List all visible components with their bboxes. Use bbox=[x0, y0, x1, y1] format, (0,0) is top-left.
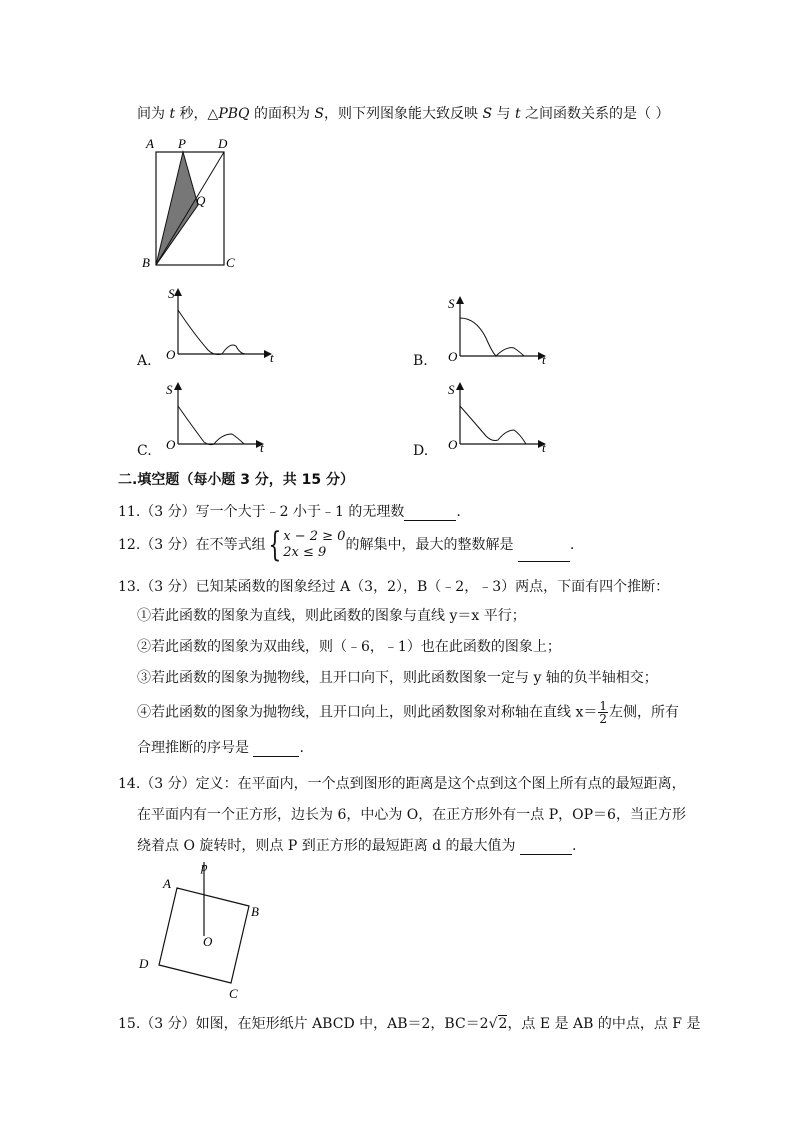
option-b-o-label: O bbox=[448, 349, 458, 364]
question-11: 11.（3 分）写一个大于﹣2 小于﹣1 的无理数 . bbox=[118, 504, 461, 520]
option-d-label: D. bbox=[413, 443, 429, 459]
fraction-one-half: $\frac{1}{2}$ bbox=[599, 699, 607, 726]
question-14-line-3: 绕着点 O 旋转时，则点 P 到正方形的最短距离 d 的最大值为 . bbox=[137, 838, 577, 854]
question-12: 12.（3 分）在不等式组{ x − 2 ≥ 0 2x ≤ 9 的解集中，最大的整数解是 . bbox=[118, 525, 575, 565]
option-d-t-label: t bbox=[542, 440, 546, 455]
option-c-o-label: O bbox=[166, 437, 176, 452]
q10-tail-line: 间为 t 秒，△PBQ 的面积为 S，则下列图象能大致反映 S 与 t 之间函数关系的是（ ） bbox=[137, 106, 670, 122]
q12-answer-blank[interactable] bbox=[518, 547, 570, 562]
label-d: D bbox=[218, 136, 228, 151]
question-15: 15.（3 分）如图，在矩形纸片 ABCD 中，AB＝2，BC＝2√2，点 E 是 AB 的中点，点 F 是 bbox=[118, 1016, 701, 1032]
label-c-vertex: C bbox=[229, 986, 238, 1001]
question-14-line-1: 14.（3 分）定义：在平面内，一个点到图形的距离是这个点到这个图上所有点的最短距离， bbox=[118, 776, 686, 792]
option-a-o-label: O bbox=[166, 347, 176, 362]
option-a-label: A. bbox=[137, 353, 152, 369]
q13-answer-blank[interactable] bbox=[253, 742, 299, 757]
option-d-o-label: O bbox=[448, 437, 458, 452]
question-13-item-1: ①若此函数的图象为直线，则此函数的图象与直线 y＝x 平行； bbox=[137, 608, 526, 624]
rotated-square-figure bbox=[135, 856, 275, 1006]
option-a-s-label: S bbox=[168, 286, 175, 301]
question-13-item-3: ③若此函数的图象为抛物线，且开口向下，则此函数图象一定与 y 轴的负半轴相交； bbox=[137, 670, 658, 686]
triangle-pbq bbox=[156, 152, 198, 265]
option-b-label: B. bbox=[413, 353, 428, 369]
q11-answer-blank[interactable] bbox=[404, 506, 456, 521]
option-a-t-label: t bbox=[270, 350, 274, 365]
question-13-item-2: ②若此函数的图象为双曲线，则（﹣6，﹣1）也在此函数的图象上； bbox=[137, 639, 561, 655]
option-a-graph bbox=[160, 282, 280, 366]
label-c: C bbox=[226, 255, 235, 270]
label-b-vertex: B bbox=[251, 904, 259, 919]
option-c-s-label: S bbox=[166, 382, 173, 397]
label-a-vertex: A bbox=[163, 876, 171, 891]
option-b-graph bbox=[442, 290, 562, 368]
q14-answer-blank[interactable] bbox=[520, 840, 572, 855]
inequality-system: x − 2 ≥ 0 2x ≤ 9 bbox=[283, 529, 346, 560]
option-d-s-label: S bbox=[448, 382, 455, 397]
section-2-heading: 二.填空题（每小题 3 分，共 15 分） bbox=[118, 472, 355, 488]
diagonal-bd bbox=[156, 152, 224, 265]
label-d-vertex: D bbox=[139, 956, 149, 971]
question-13-line-5: 合理推断的序号是 . bbox=[137, 740, 304, 756]
label-q: Q bbox=[196, 193, 206, 208]
label-o-center: O bbox=[203, 934, 213, 949]
label-a: A bbox=[146, 136, 154, 151]
sqrt-symbol: √ bbox=[488, 1016, 498, 1032]
label-b: B bbox=[142, 255, 150, 270]
label-p: P bbox=[178, 136, 186, 151]
option-b-s-label: S bbox=[448, 296, 455, 311]
option-c-t-label: t bbox=[260, 440, 264, 455]
label-p-point: p bbox=[201, 859, 208, 874]
brace-icon: { bbox=[267, 525, 281, 565]
question-13-item-4: ④若此函数的图象为抛物线，且开口向上，则此函数图象对称轴在直线 x＝ $\frac{1}{2}$ 左侧，所有 bbox=[137, 699, 679, 726]
option-d-graph bbox=[442, 376, 562, 456]
question-13-stem: 13.（3 分）已知某函数的图象经过 A（3，2），B（﹣2，﹣3）两点，下面有四个推断： bbox=[118, 579, 670, 595]
rectangle-abcd-figure bbox=[138, 130, 248, 275]
question-14-line-2: 在平面内有一个正方形，边长为 6，中心为 O，在正方形外有一点 P，OP＝6，当正方形 bbox=[137, 807, 686, 823]
option-c-graph bbox=[160, 376, 280, 456]
option-b-t-label: t bbox=[542, 352, 546, 367]
option-c-label: C. bbox=[137, 443, 152, 459]
